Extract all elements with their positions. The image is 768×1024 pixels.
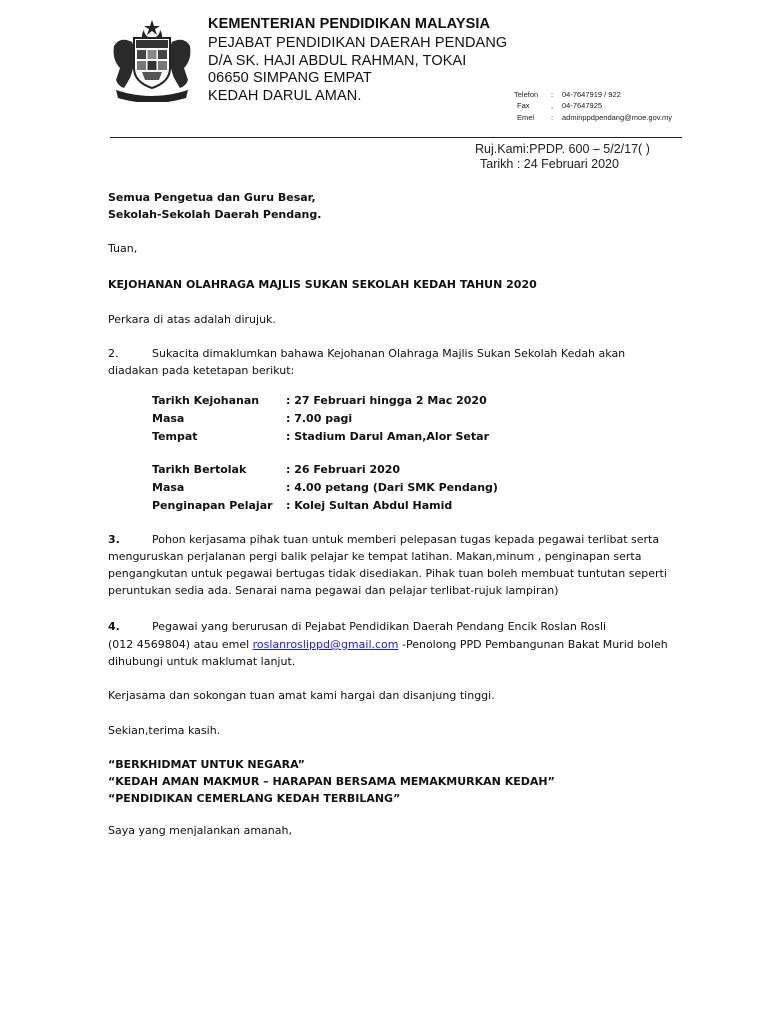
recipient-line-1: Semua Pengetua dan Guru Besar, — [108, 191, 316, 204]
paragraph-4-number: 4. — [108, 620, 120, 633]
detail-value: : 27 Februari hingga 2 Mac 2020 — [286, 394, 487, 407]
reference-number: Ruj.Kami:PPDP. 600 – 5/2/17( ) — [475, 142, 650, 156]
subject-heading: KEJOHANAN OLAHRAGA MAJLIS SUKAN SEKOLAH KEDAH TAHUN 2020 — [108, 278, 537, 291]
detail-value: : 26 Februari 2020 — [286, 463, 401, 476]
salutation: Tuan, — [108, 242, 138, 255]
paragraph-2-number: 2. — [108, 347, 119, 360]
motto-line-2: “KEDAH AMAN MAKMUR – HARAPAN BERSAMA MEMAKMURKAN KEDAH” — [108, 775, 555, 788]
paragraph-1: Perkara di atas adalah dirujuk. — [108, 313, 276, 326]
sign-off: Saya yang menjalankan amanah, — [108, 824, 292, 837]
contact-sep: : — [551, 90, 554, 99]
letter-date: Tarikh : 24 Februari 2020 — [480, 157, 619, 171]
paragraph-4-line-2 — [108, 636, 668, 653]
address-line-3: KEDAH DARUL AMAN. — [208, 88, 362, 104]
detail-value: : 7.00 pagi — [286, 412, 353, 425]
detail-value: : 4.00 petang (Dari SMK Pendang) — [286, 481, 498, 494]
paragraph-5: Kerjasama dan sokongan tuan amat kami hargai dan disanjung tinggi. — [108, 689, 495, 702]
detail-value: : Kolej Sultan Abdul Hamid — [286, 499, 453, 512]
recipient-line-2: Sekolah-Sekolah Daerah Pendang. — [108, 208, 322, 221]
contact-label-emel: Emel — [517, 113, 535, 122]
office-name: PEJABAT PENDIDIKAN DAERAH PENDANG — [208, 35, 508, 51]
paragraph-4-line-1: Pegawai yang berurusan di Pejabat Pendidikan Daerah Pendang Encik Roslan Rosli — [152, 620, 607, 633]
address-line-1: D/A SK. HAJI ABDUL RAHMAN, TOKAI — [208, 53, 467, 69]
contact-value-fax: 04-7647925 — [562, 101, 603, 110]
paragraph-3-number: 3. — [108, 533, 120, 546]
motto-line-1: “BERKHIDMAT UNTUK NEGARA” — [108, 758, 305, 771]
paragraph-4-tail-text: -Penolong PPD Pembangunan Bakat Murid boleh — [398, 638, 668, 651]
detail-label: Tempat — [152, 430, 198, 443]
contact-sep: : — [551, 113, 554, 122]
contact-value-telefon: 04-7647919 / 922 — [562, 90, 621, 99]
motto-line-3: “PENDIDIKAN CEMERLANG KEDAH TERBILANG” — [108, 792, 401, 805]
paragraph-2-line-1: Sukacita dimaklumkan bahawa Kejohanan Olahraga Majlis Sukan Sekolah Kedah akan — [152, 347, 626, 360]
email-link[interactable]: roslanroslippd@gmail.com — [252, 638, 399, 651]
contact-label-fax: Fax — [517, 101, 530, 110]
ministry-name: KEMENTERIAN PENDIDIKAN MALAYSIA — [208, 16, 491, 32]
header-divider — [110, 137, 682, 138]
paragraph-2-line-2: diadakan pada ketetapan berikut: — [108, 364, 295, 377]
paragraph-4-mid-text: atau emel — [190, 638, 253, 651]
coat-of-arms-logo — [106, 16, 198, 102]
paragraph-3-line-2: menguruskan perjalanan pergi balik pelajar ke tempat latihan. Makan,minum , penginapan serta — [108, 550, 642, 563]
paragraph-3-line-4: peruntukan sedia ada. Senarai nama pegawai dan pelajar terlibat-rujuk lampiran) — [108, 584, 559, 597]
contact-sep: , — [551, 101, 554, 110]
closing: Sekian,terima kasih. — [108, 724, 221, 737]
detail-label: Tarikh Kejohanan — [152, 394, 260, 407]
paragraph-4-line-3: dihubungi untuk maklumat lanjut. — [108, 655, 296, 668]
contact-value-emel[interactable]: adminppdpendang@moe.gov.my — [562, 113, 673, 122]
detail-label: Masa — [152, 481, 185, 494]
address-line-2: 06650 SIMPANG EMPAT — [208, 70, 372, 86]
paragraph-3-line-3: pengangkutan untuk pegawai bertugas tidak disediakan. Pihak tuan boleh membuat tuntutan seperti — [108, 567, 667, 580]
paragraph-3-line-1: Pohon kerjasama pihak tuan untuk memberi pelepasan tugas kepada pegawai terlibat serta — [152, 533, 660, 546]
detail-label: Penginapan Pelajar — [152, 499, 273, 512]
detail-label: Tarikh Bertolak — [152, 463, 247, 476]
contact-label-telefon: Telefon — [514, 90, 539, 99]
contact-phone: (012 4569804) — [108, 638, 191, 651]
detail-value: : Stadium Darul Aman,Alor Setar — [286, 430, 490, 443]
detail-label: Masa — [152, 412, 185, 425]
